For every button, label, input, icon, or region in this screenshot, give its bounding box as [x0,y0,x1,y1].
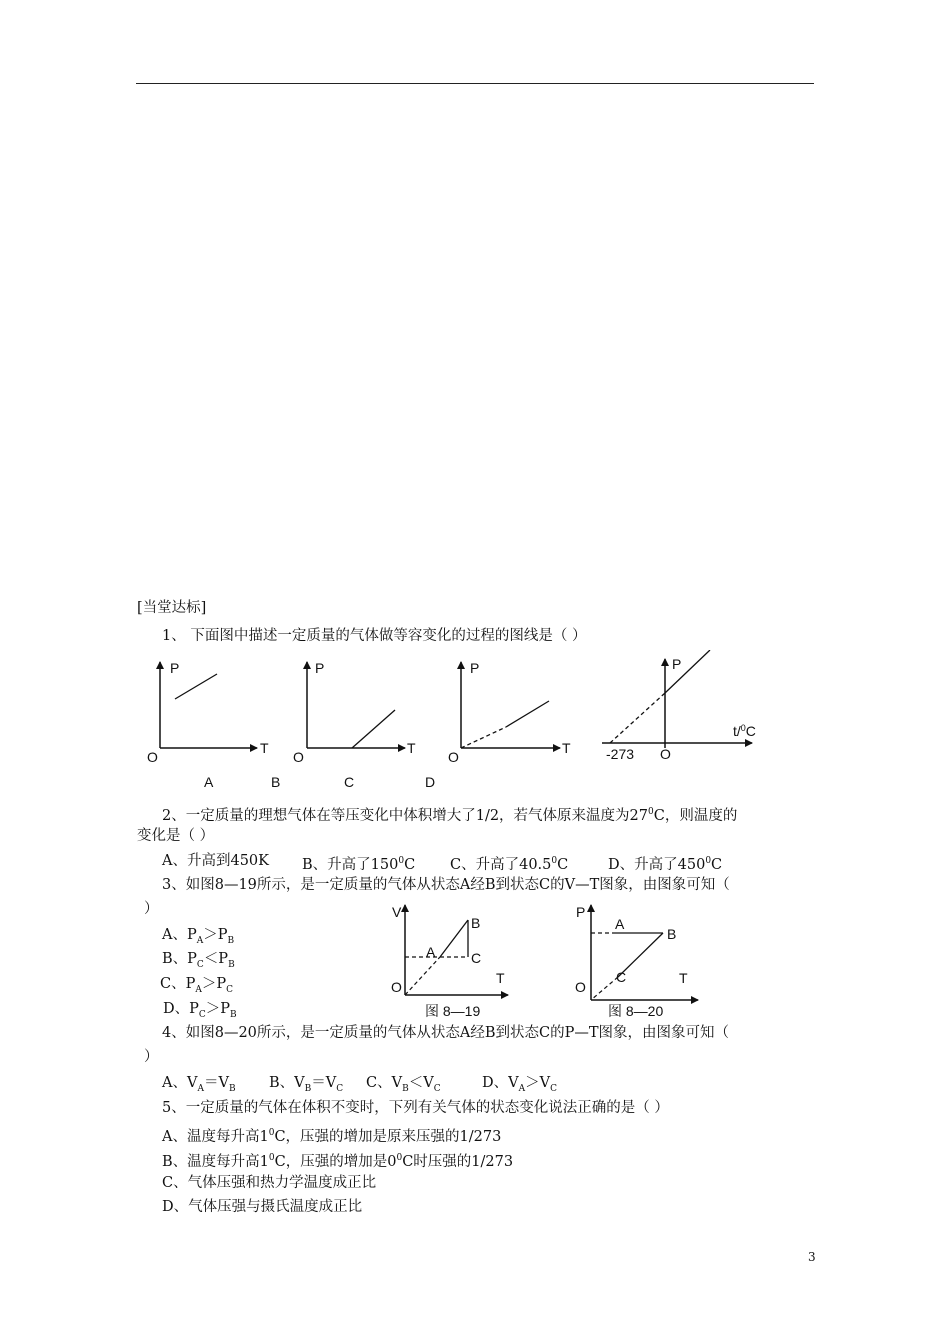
point-label-c: C [616,969,627,985]
axis-label-t: T [496,970,505,986]
point-label-b: B [471,915,481,931]
graph-label-c: C [344,774,355,790]
question-1-graphs [130,650,780,800]
figure-8-20 [575,904,698,1019]
figure-8-19 [391,904,508,1019]
graph-b [271,660,416,790]
q2-option-b: B、升高了$150^0C$ [302,856,416,873]
q2-option-d: D、升高了$450^0C$ [608,856,723,873]
graph-a [147,660,269,790]
question-4-line-2: ） [144,1049,159,1065]
q4-option-b: B、$V_B=V_C$ [269,1075,344,1094]
origin-label: O [147,749,158,765]
q2-option-a: A、升高到450K [162,853,269,869]
axis-label-v: V [392,904,402,920]
point-label-c: C [471,950,482,966]
point-label-a: A [426,944,436,960]
q5-option-d: D、气体压强与摄氏温度成正比 [162,1199,363,1215]
q4-option-d: D、$V_A>V_C$ [482,1075,557,1094]
q5-option-b: B、温度每升高$1^0C$，压强的增加是$0^0C$时压强的1/273 [162,1153,514,1170]
point-label-a: A [615,916,625,932]
q3-option-c: C、$P_A>P_C$ [160,976,234,995]
axis-label-p: P [672,656,682,672]
q5-option-a: A、温度每升高$1^0C$，压强的增加是原来压强的1/273 [162,1128,502,1145]
figure-caption-8-20: 图 8—20 [608,1003,664,1019]
origin-label: O [293,749,304,765]
q4-option-c: C、$V_B<V_C$ [366,1075,441,1094]
axis-label-p: P [170,660,180,676]
question-3-line-2: ） [144,901,159,917]
label-neg-273: -273 [606,746,635,762]
page-number: 3 [808,1250,816,1264]
graph-label-d: D [425,774,436,790]
axis-label-p: P [315,660,325,676]
question-1: 1、 下面图中描述一定质量的气体做等容变化的过程的图线是（ ） [162,628,587,644]
axis-label-t: T [260,740,269,756]
figures-8-19-8-20 [380,900,720,1020]
q3-option-a: A、$P_A>P_B$ [162,927,235,946]
q3-option-b: B、$P_C<P_B$ [162,951,235,970]
question-5: 5、一定质量的气体在体积不变时，下列有关气体的状态变化说法正确的是（ ） [162,1100,669,1116]
graph-label-a: A [204,774,214,790]
axis-label-p: P [576,904,586,920]
question-2-line-2: 变化是（ ） [137,828,215,844]
axis-label-t: T [407,740,416,756]
point-label-b: B [667,926,677,942]
origin-label: O [391,979,402,995]
question-4-line-1: 4、如图8—20所示，是一定质量的气体从状态A经B到状态C的P—T图象，由图象可知（ [162,1025,730,1041]
q4-option-a: A、$V_A=V_B$ [162,1075,236,1094]
graph-d [602,650,756,762]
header-rule [136,83,814,84]
origin-label: O [448,749,459,765]
origin-label: O [660,746,671,762]
section-title: [当堂达标] [137,600,207,616]
question-3-line-1: 3、如图8—19所示，是一定质量的气体从状态A经B到状态C的V—T图象，由图象可知（ [162,877,730,893]
q5-option-c: C、气体压强和热力学温度成正比 [162,1175,377,1191]
question-2-line-1: 2、一定质量的理想气体在等压变化中体积增大了1/2，若气体原来温度为$27^0C$，则温度的 [162,807,738,824]
origin-label: O [575,979,586,995]
q2-option-c: C、升高了40.5$^0$C [450,856,569,873]
q3-option-d: D、$P_C>P_B$ [163,1001,237,1020]
axis-label-t: T [679,970,688,986]
axis-label-p: P [470,660,480,676]
graph-label-b: B [271,774,281,790]
axis-label-t: T [562,740,571,756]
axis-label-t-celsius: t/$^0$C [733,723,756,739]
figure-caption-8-19: 图 8—19 [425,1003,481,1019]
